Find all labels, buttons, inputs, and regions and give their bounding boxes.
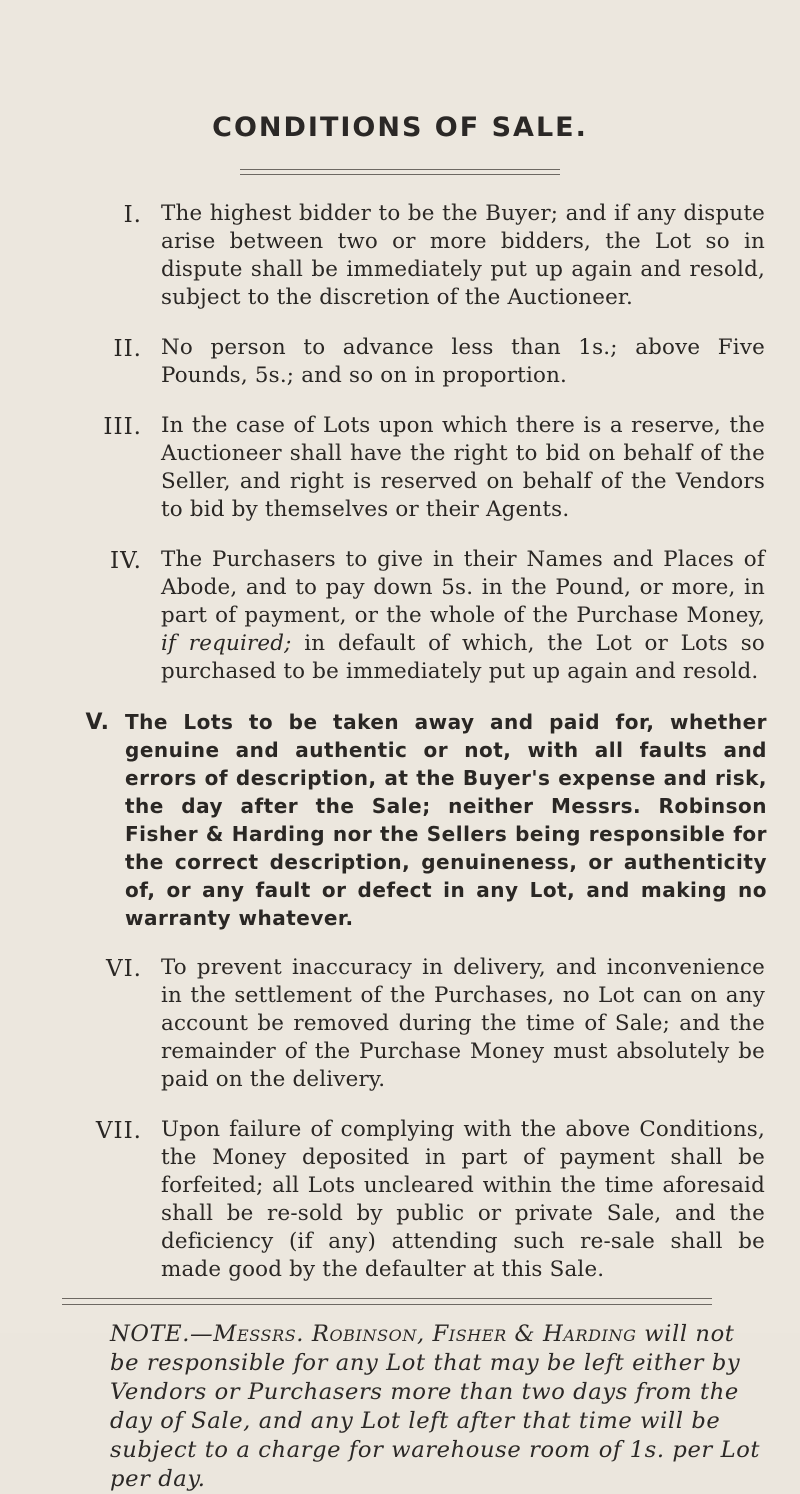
condition-text [125, 708, 767, 932]
bottom-double-rule [62, 1298, 712, 1305]
condition-numeral: I. [123, 202, 142, 228]
condition-numeral: II. [113, 336, 142, 362]
condition-text [161, 546, 765, 686]
footer-note [110, 1320, 770, 1494]
condition-text: The highest bidder to be the Buyer; and if any dispute arise between two or more bidders, the Lot so in dispute shall be immediately put up again and resold, subject to the discretion of the Auctioneer. [161, 201, 765, 310]
condition-numeral: VII. [95, 1118, 142, 1144]
condition-text-bold: The Lots to be taken away and paid for, whether genuine and authentic or not, with all faults and errors of description, at the Buyer's expense and risk, the day after the Sale; neither Messrs. Robinson Fisher & Harding nor the Sellers being responsible for the correct description, genuineness, or authenticity of, or any fault or defect in any Lot, and making no warranty whatever. [125, 710, 767, 930]
condition-text: In the case of Lots upon which there is a reserve, the Auctioneer shall have the right to bid on behalf of the Seller, and right is reserved on behalf of the Vendors to bid by themselves or their Agents. [161, 413, 765, 522]
condition-text: To prevent inaccuracy in delivery, and inconvenience in the settlement of the Purchases, no Lot can on any account be removed during the time of Sale; and the remainder of the Purchase Money must absolutely be paid on the delivery. [161, 955, 765, 1092]
condition-numeral: IV. [110, 548, 142, 574]
condition-text-part: The Purchasers to give in their Names and Places of Abode, and to pay down 5s. in the Pound, or more, in part of payment, or the whole of the Purchase Money, [161, 547, 765, 628]
condition-numeral: VI. [105, 956, 142, 982]
page-title: CONDITIONS OF SALE. [212, 112, 588, 143]
condition-text-part: in default of which, the Lot or Lots so purchased to be immediately put up again and resold. [161, 631, 765, 684]
note-body: will not be responsible for any Lot that may be left either by Vendors or Purchasers more than two days from the day of Sale, and any Lot left after that time will be subject to a charge for warehouse room of 1s. per Lot per day. [110, 1321, 761, 1492]
condition-text: Upon failure of complying with the above Conditions, the Money deposited in part of payment shall be forfeited; all Lots uncleared within the time aforesaid shall be re-sold by public or private Sale, and the deficiency (if any) attending such re-sale shall be made good by the defaulter at this Sale. [161, 1117, 765, 1282]
condition-numeral: V. [85, 710, 110, 735]
title-double-rule [240, 169, 560, 175]
condition-numeral: III. [103, 414, 142, 440]
condition-text: No person to advance less than 1s.; above Five Pounds, 5s.; and so on in proportion. [161, 335, 765, 388]
note-lead: NOTE.—Messrs. Robinson, Fisher & Harding [110, 1321, 637, 1347]
condition-text-italic: if required; [161, 631, 292, 656]
